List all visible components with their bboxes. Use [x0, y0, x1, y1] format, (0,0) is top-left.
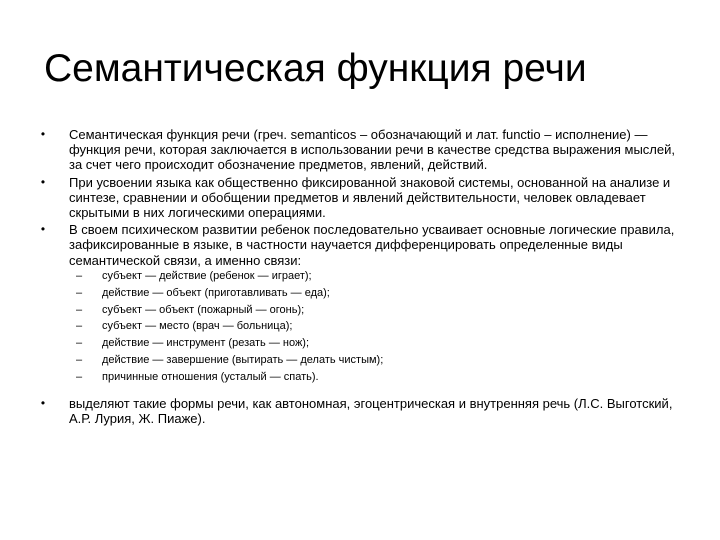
- sub-list: [76, 268, 676, 386]
- sub-item-text: действие — объект (приготавливать — еда);: [102, 286, 330, 299]
- dash-marker: –: [76, 370, 83, 383]
- bullet-list-final: [36, 396, 686, 426]
- dash-marker: –: [76, 337, 83, 350]
- dash-marker: –: [76, 286, 83, 299]
- sub-list-item: [76, 302, 676, 319]
- dash-marker: –: [76, 270, 83, 282]
- sub-item-text: действие — инструмент (резать — нож);: [102, 337, 310, 350]
- bullet-text: В своем психическом развитии ребенок последовательно усваивает основные логические правила, зафиксированные в языке, в частности научается дифференцировать определенные виды семантической связи, а именно связи:: [69, 222, 675, 268]
- sub-list-item: [76, 285, 676, 302]
- sub-item-text: субъект — объект (пожарный — огонь);: [102, 303, 305, 316]
- slide-title: Семантическая функция речи: [44, 47, 587, 90]
- sub-list-item: [76, 369, 676, 386]
- dash-marker: –: [76, 353, 83, 366]
- bullet-text: выделяют такие формы речи, как автономная, эгоцентрическая и внутренняя речь (Л.С. Выготский, А.Р. Лурия, Ж. Пиаже).: [69, 396, 673, 427]
- bullet-marker: •: [40, 222, 46, 237]
- sub-list-item: [76, 268, 676, 285]
- sub-item-text: субъект — место (врач — больница);: [102, 320, 293, 333]
- dash-marker: –: [76, 320, 83, 333]
- sub-list-item: [76, 335, 676, 352]
- sub-list-item: [76, 352, 676, 369]
- bullet-marker: •: [40, 174, 46, 189]
- sub-item-text: субъект — действие (ребенок — играет);: [102, 270, 312, 282]
- sub-item-text: действие — завершение (вытирать — делать чистым);: [102, 353, 384, 366]
- bullet-item: [36, 127, 686, 173]
- dash-marker: –: [76, 303, 83, 316]
- bullet-marker: •: [40, 127, 46, 141]
- bullet-item: [36, 175, 686, 221]
- bullet-item: [36, 222, 686, 268]
- bullet-item: [36, 396, 686, 426]
- bullet-marker: •: [40, 396, 46, 410]
- sub-item-text: причинные отношения (усталый — спать).: [102, 370, 319, 383]
- sub-list-item: [76, 318, 676, 335]
- bullet-text: При усвоении языка как общественно фиксированной знаковой системы, основанной на анализе и синтезе, сравнении и обобщении предметов и явлений действительности, человек овладевает скрытыми в них логическими операциями.: [69, 174, 671, 221]
- bullet-text: Семантическая функция речи (греч. semanticos – обозначающий и лат. functio – исполнение) — функция речи, которая заключается в использовании речи в качестве средства выражения мыслей, за счет чего происходит обозначение предметов, явлений, действий.: [69, 127, 675, 173]
- bullet-list: [36, 127, 686, 268]
